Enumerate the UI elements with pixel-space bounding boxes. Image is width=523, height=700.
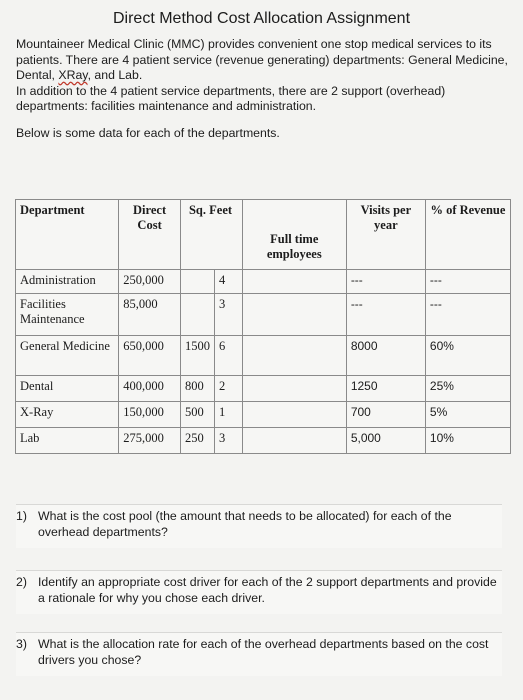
cell-sq-feet: 800 [180,376,214,402]
cell-direct-cost: 275,000 [119,428,181,454]
question-2 [16,570,502,614]
question-1 [16,504,502,548]
question-number: 2) [16,575,27,589]
header-direct-cost: Direct Cost [119,200,181,270]
intro-text-b: , and Lab. [87,68,143,82]
department-data-table [15,199,511,454]
cell-sq-feet: 1500 [180,336,214,376]
cell-sq-feet: 500 [180,402,214,428]
cell-empty [242,428,346,454]
cell-empty [242,402,346,428]
cell-sq-feet [180,270,214,294]
cell-visits: 700 [346,402,425,428]
cell-empty [242,376,346,402]
cell-employees: 2 [214,376,242,402]
header-department: Department [16,200,119,270]
cell-employees: 3 [214,428,242,454]
question-text: Identify an appropriate cost driver for each of the 2 support departments and provide a rationale for why you chose each driver. [38,575,497,605]
table-row [16,336,511,376]
cell-visits: 5,000 [346,428,425,454]
cell-empty [242,270,346,294]
cell-employees: 1 [214,402,242,428]
cell-empty [242,294,346,336]
header-employees: Full time employees [242,200,346,270]
table-row [16,294,511,336]
cell-department: Dental [16,376,119,402]
xray-word: XRay [58,68,88,82]
cell-visits: --- [346,270,425,294]
cell-direct-cost: 85,000 [119,294,181,336]
page-title: Direct Method Cost Allocation Assignment [112,10,411,27]
intro-text-a: Mountaineer Medical Clinic (MMC) provides convenient one stop medical services to its patients. There are 4 patient service (revenue generating) departments: General Medicine, Dental, [16,37,508,82]
cell-revenue: 5% [425,402,510,428]
intro-paragraph-2: In addition to the 4 patient service departments, there are 2 support (overhead) departments: facilities maintenance and administration. [16,83,446,113]
cell-direct-cost: 150,000 [119,402,181,428]
cell-revenue: 10% [425,428,510,454]
cell-employees: 4 [214,270,242,294]
cell-revenue: 60% [425,336,510,376]
question-number: 1) [16,509,27,523]
cell-visits: 1250 [346,376,425,402]
cell-visits: --- [346,294,425,336]
cell-revenue: --- [425,294,510,336]
question-text: What is the allocation rate for each of the overhead departments based on the cost drivers you chose? [38,637,489,667]
question-number: 3) [16,637,27,651]
cell-department: X-Ray [16,402,119,428]
cell-revenue: --- [425,270,510,294]
cell-visits: 8000 [346,336,425,376]
table-header-row [16,200,511,270]
header-visits: Visits per year [346,200,425,270]
table-row [16,402,511,428]
header-revenue: % of Revenue [425,200,510,270]
question-text: What is the cost pool (the amount that needs to be allocated) for each of the overhead departments? [38,509,452,539]
cell-revenue: 25% [425,376,510,402]
cell-department: Lab [16,428,119,454]
cell-employees: 3 [214,294,242,336]
table-row [16,428,511,454]
intro-paragraph-1 [16,37,513,84]
cell-employees: 6 [214,336,242,376]
question-3 [16,632,502,676]
cell-department: Facilities Maintenance [16,294,119,336]
table-row [16,376,511,402]
cell-direct-cost: 400,000 [119,376,181,402]
cell-department: Administration [16,270,119,294]
cell-department: General Medicine [16,336,119,376]
cell-sq-feet: 250 [180,428,214,454]
intro-text [16,37,513,115]
cell-sq-feet [180,294,214,336]
header-sq-feet: Sq. Feet [180,200,242,270]
cell-direct-cost: 650,000 [119,336,181,376]
cell-empty [242,336,346,376]
table-intro: Below is some data for each of the departments. [16,126,280,140]
cell-direct-cost: 250,000 [119,270,181,294]
table-row [16,270,511,294]
